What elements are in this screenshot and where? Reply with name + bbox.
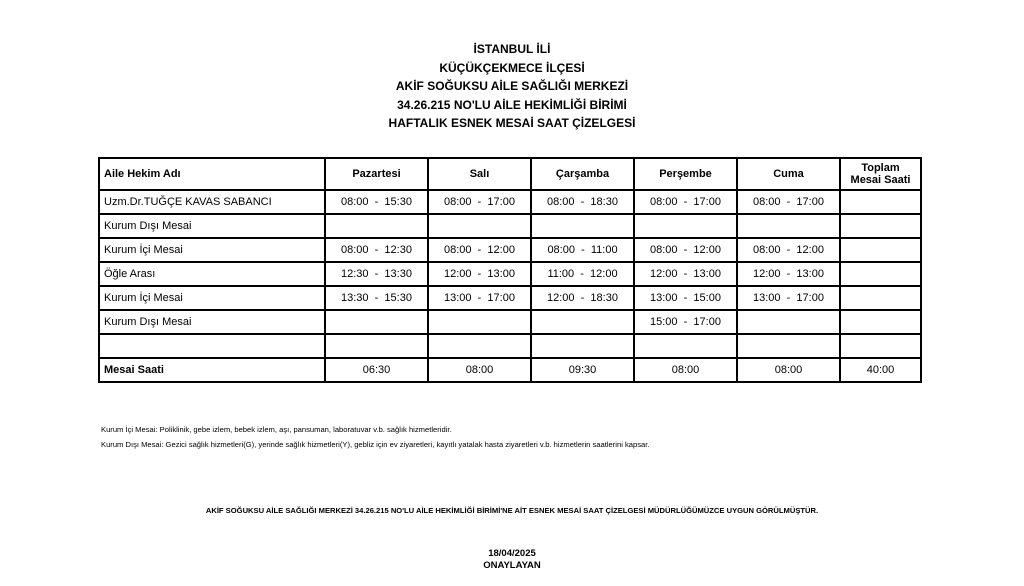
- table-cell: [531, 334, 634, 358]
- table-cell: [840, 214, 921, 238]
- table-cell: [840, 310, 921, 334]
- table-row: [99, 310, 921, 334]
- table-cell: 08:00 - 12:30: [325, 238, 428, 262]
- table-cell: [531, 214, 634, 238]
- table-cell: 08:00 - 12:00: [737, 238, 840, 262]
- row-label: Öğle Arası: [99, 262, 325, 286]
- table-cell: [531, 310, 634, 334]
- col-header-total: [840, 158, 921, 190]
- col-header-total-line1: Toplam: [861, 162, 900, 174]
- total-cell: 40:00: [840, 358, 921, 382]
- table-cell: 08:00 - 17:00: [737, 190, 840, 214]
- col-header-tuesday: Salı: [428, 158, 531, 190]
- document-footer: [0, 548, 1024, 572]
- row-label: [99, 334, 325, 358]
- total-cell: 08:00: [737, 358, 840, 382]
- table-row: [99, 286, 921, 310]
- col-header-monday: Pazartesi: [325, 158, 428, 190]
- table-cell: 08:00 - 11:00: [531, 238, 634, 262]
- table-cell: [428, 214, 531, 238]
- table-cell: [634, 214, 737, 238]
- col-header-thursday: Perşembe: [634, 158, 737, 190]
- table-cell: 08:00 - 12:00: [428, 238, 531, 262]
- table-cell: 13:00 - 17:00: [737, 286, 840, 310]
- row-label: Kurum Dışı Mesai: [99, 214, 325, 238]
- table-cell: 12:30 - 13:30: [325, 262, 428, 286]
- table-row: [99, 190, 921, 214]
- approved-by-label: ONAYLAYAN: [483, 560, 541, 571]
- table-cell: [840, 286, 921, 310]
- header-health-center: AKİF SOĞUKSU AİLE SAĞLIĞI MERKEZİ: [395, 79, 629, 93]
- table-cell: [737, 310, 840, 334]
- table-cell: 12:00 - 13:00: [634, 262, 737, 286]
- row-label: Kurum İçi Mesai: [99, 238, 325, 262]
- table-row: [99, 334, 921, 358]
- header-unit: 34.26.215 NO'LU AİLE HEKİMLİĞİ BİRİMİ: [397, 97, 627, 112]
- total-cell: 08:00: [428, 358, 531, 382]
- row-label: Kurum İçi Mesai: [99, 286, 325, 310]
- table-cell: [325, 334, 428, 358]
- table-cell: 08:00 - 18:30: [531, 190, 634, 214]
- table-cell: [840, 190, 921, 214]
- table-cell: [737, 214, 840, 238]
- table-cell: 13:00 - 15:00: [634, 286, 737, 310]
- table-cell: 12:00 - 13:00: [737, 262, 840, 286]
- table-cell: [428, 310, 531, 334]
- table-cell: [840, 334, 921, 358]
- table-row: [99, 238, 921, 262]
- table-cell: 08:00 - 15:30: [325, 190, 428, 214]
- table-cell: 08:00 - 12:00: [634, 238, 737, 262]
- header-district: KÜÇÜKÇEKMECE İLÇESİ: [439, 60, 585, 75]
- table-row: [99, 214, 921, 238]
- row-label: Uzm.Dr.TUĞÇE KAVAS SABANCI: [99, 190, 325, 214]
- col-header-total-line2: Mesai Saati: [850, 174, 911, 186]
- table-cell: [325, 214, 428, 238]
- total-cell: 09:30: [531, 358, 634, 382]
- table-cell: 13:00 - 17:00: [428, 286, 531, 310]
- table-cell: 12:00 - 18:30: [531, 286, 634, 310]
- col-header-friday: Cuma: [737, 158, 840, 190]
- header-province: İSTANBUL İLİ: [473, 42, 551, 56]
- table-header-row: [99, 158, 921, 190]
- note-internal-hours: Kurum İçi Mesai: Poliklinik, gebe izlem, bebek izlem, aşı, pansuman, laboratuvar v.b. sağlık hizmetleridir.: [101, 425, 452, 434]
- total-row: [99, 358, 921, 382]
- table-cell: [840, 238, 921, 262]
- table-cell: 11:00 - 12:00: [531, 262, 634, 286]
- table-cell: 15:00 - 17:00: [634, 310, 737, 334]
- schedule-table: [98, 157, 922, 383]
- total-label: Mesai Saati: [99, 358, 325, 382]
- table-cell: 08:00 - 17:00: [634, 190, 737, 214]
- col-header-wednesday: Çarşamba: [531, 158, 634, 190]
- row-label: Kurum Dışı Mesai: [99, 310, 325, 334]
- table-cell: [737, 334, 840, 358]
- table-cell: 13:30 - 15:30: [325, 286, 428, 310]
- approval-statement: AKİF SOĞUKSU AİLE SAĞLIĞI MERKEZİ 34.26.215 NO'LU AİLE HEKİMLİĞİ BİRİMİ'NE AİT ESNEK MESAİ SAAT ÇİZELGESİ MÜDÜRLÜĞÜMÜZCE UYGUN GÖRÜLMÜŞTÜR.: [205, 506, 819, 515]
- total-cell: 06:30: [325, 358, 428, 382]
- col-header-doctor: Aile Hekim Adı: [99, 158, 325, 190]
- header-title: HAFTALIK ESNEK MESAİ SAAT ÇİZELGESİ: [388, 116, 636, 130]
- table-cell: [634, 334, 737, 358]
- table-cell: [840, 262, 921, 286]
- table-cell: [325, 310, 428, 334]
- table-cell: [428, 334, 531, 358]
- approval-date: 18/04/2025: [488, 548, 536, 559]
- table-row: [99, 262, 921, 286]
- note-external-hours: Kurum Dışı Mesai: Gezici sağlık hizmetleri(G), yerinde sağlık hizmetleri(Y), gebliz için ev ziyaretleri, kayıtlı yatalak hasta ziyaretleri v.b. hizmetlerin saatlerini kapsar.: [101, 440, 650, 449]
- table-cell: 12:00 - 13:00: [428, 262, 531, 286]
- document-header: [0, 40, 1024, 133]
- table-cell: 08:00 - 17:00: [428, 190, 531, 214]
- total-cell: 08:00: [634, 358, 737, 382]
- notes: [101, 422, 649, 452]
